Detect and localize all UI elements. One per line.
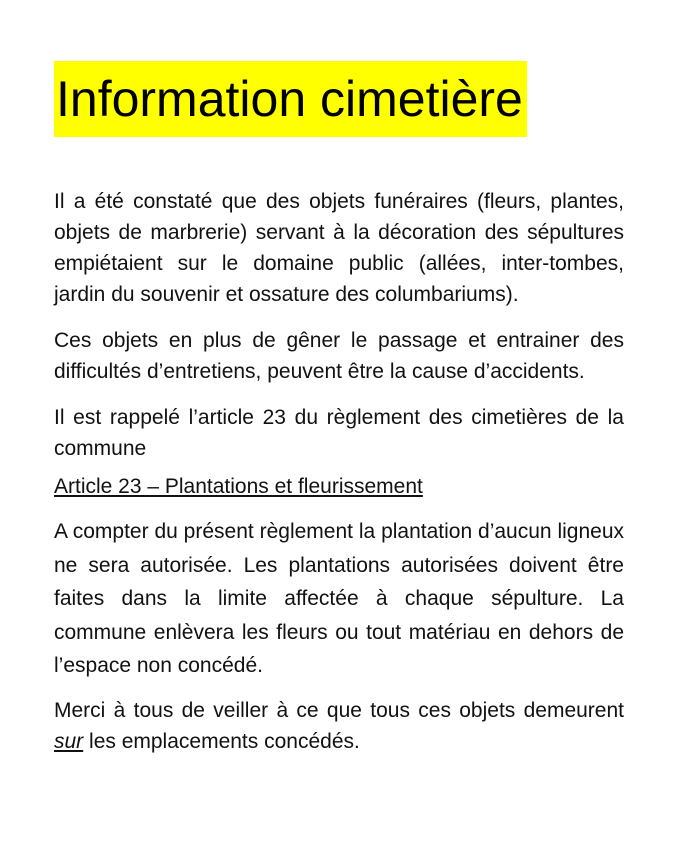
closing-text-start: Merci à tous de veiller à ce que tous ces objets demeurent: [54, 698, 624, 722]
closing-emphasis: sur: [54, 729, 84, 753]
paragraph-intro: Il a été constaté que des objets funéraires (fleurs, plantes, objets de marbrerie) servant à la décoration des sépultures empiétaient sur le domaine public (allées, inter-tombes, jardin du souvenir et ossature des columbariums).: [54, 190, 624, 306]
article-heading: Article 23 – Plantations et fleurissement: [54, 475, 423, 498]
document-body: [54, 186, 624, 757]
paragraph-reminder: Il est rappelé l’article 23 du règlement des cimetières de la commune: [54, 406, 624, 460]
closing-text-end: les emplacements concédés.: [83, 729, 360, 753]
article-body: A compter du présent règlement la plantation d’aucun ligneux ne sera autorisée. Les plantations autorisées doivent être faites dans la limite affectée à chaque sépulture. La commune enlèvera les fleurs ou tout matériau en dehors de l’espace non concédé.: [54, 520, 624, 677]
paragraph-closing: [54, 695, 624, 757]
paragraph-risks: Ces objets en plus de gêner le passage et entrainer des difficultés d’entretiens, peuvent être la cause d’accidents.: [54, 329, 624, 383]
page-title: Information cimetière: [54, 61, 527, 137]
